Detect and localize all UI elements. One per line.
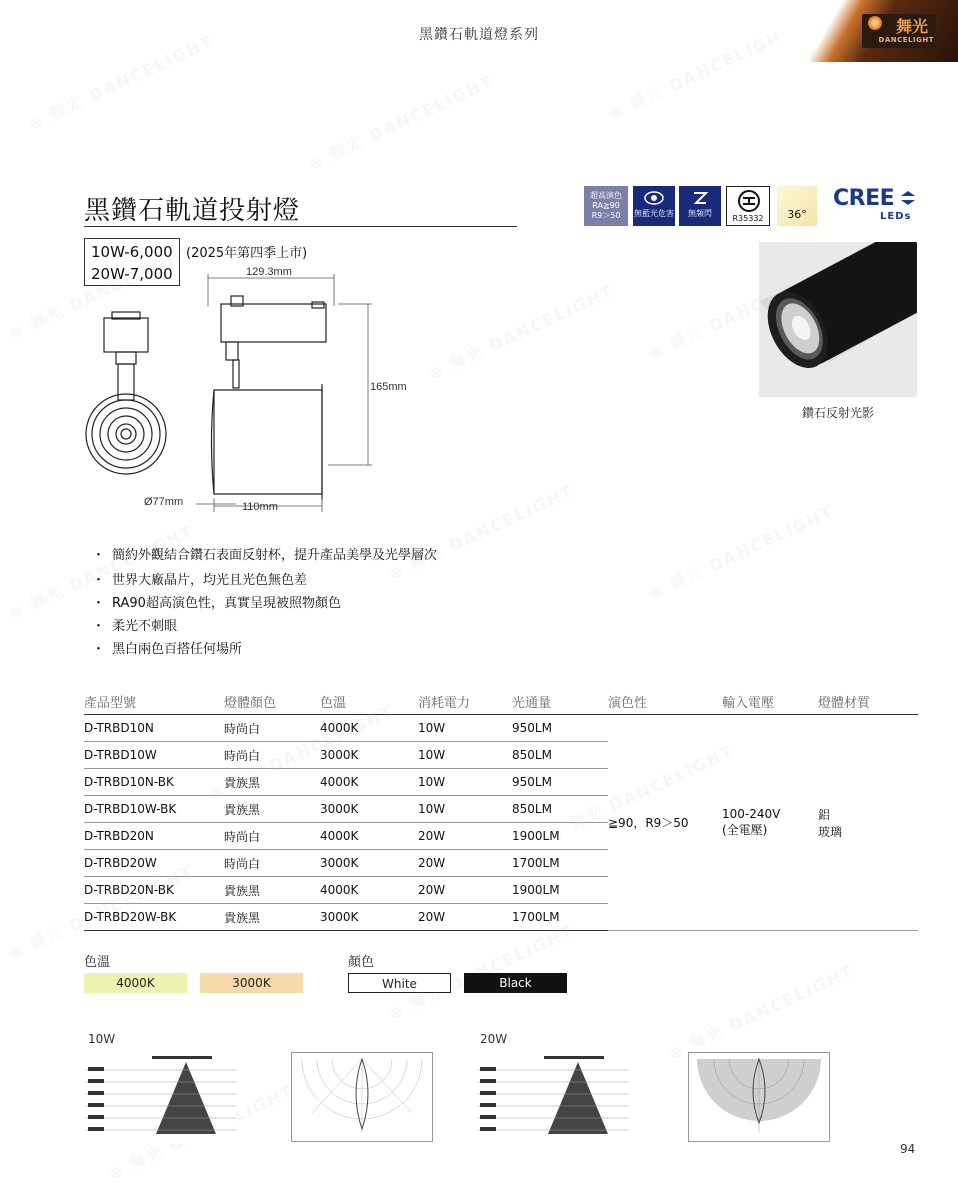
col-header: 燈體材質 [818, 688, 918, 715]
dim-diameter: Ø77mm [144, 496, 184, 508]
bsmi-cert-icon: R35332 [726, 186, 770, 226]
color-cell: 貴族黑 [224, 796, 320, 823]
lumen-cell: 950LM [512, 769, 608, 796]
swatch-white: White [348, 973, 451, 993]
no-blue-light-icon: 無藍光危害 [633, 186, 675, 226]
page-number: 94 [900, 1142, 916, 1156]
product-photo [759, 242, 917, 397]
beam-10w-polar-diagram [291, 1052, 433, 1142]
spotlight-photo-icon [759, 242, 917, 397]
no-flicker-icon: 無頻閃 [679, 186, 721, 226]
swatch-3000k: 3000K [200, 973, 303, 993]
feature-item: ・ 簡約外觀結合鑽石表面反射杯，提升產品美學及光學層次 [92, 548, 438, 563]
beam-20w-cone-diagram [478, 1052, 628, 1144]
feature-item: ・ 柔光不刺眼 [92, 619, 178, 634]
beam-10w-cone-diagram [86, 1052, 236, 1144]
lumen-cell: 1700LM [512, 904, 608, 931]
dimension-drawing [76, 262, 416, 512]
lumen-cell: 1700LM [512, 850, 608, 877]
col-header: 光通量 [512, 688, 608, 715]
lumen-cell: 850LM [512, 742, 608, 769]
model-cell: D-TRBD20N-BK [84, 877, 224, 904]
photo-caption: 鑽石反射光影 [801, 406, 874, 420]
launch-note: (2025年第四季上市) [186, 246, 308, 261]
cree-logo: CREE [833, 186, 895, 211]
power-cell: 10W [418, 715, 512, 742]
beam-20w-label: 20W [480, 1032, 508, 1046]
polar-20w-icon [689, 1053, 829, 1141]
cct-cell: 3000K [320, 796, 418, 823]
eye-icon [644, 190, 664, 206]
beam-10w-label: 10W [88, 1032, 116, 1046]
color-cell: 時尚白 [224, 742, 320, 769]
swatch-black: Black [464, 973, 567, 993]
beam-angle-icon: 36° [777, 186, 817, 226]
model-cell: D-TRBD10W [84, 742, 224, 769]
logo-mark-icon [868, 16, 882, 30]
model-cell: D-TRBD20N [84, 823, 224, 850]
model-cell: D-TRBD10N [84, 715, 224, 742]
color-cell: 貴族黑 [224, 769, 320, 796]
cri-cell: ≧90，R9＞50 [608, 715, 722, 931]
model-cell: D-TRBD20W-BK [84, 904, 224, 931]
logo-cn: 舞光 [895, 17, 928, 36]
table-header-row [84, 688, 918, 715]
col-header: 演色性 [608, 688, 722, 715]
product-title: 黑鑽石軌道投射燈 [84, 196, 301, 226]
model-cell: D-TRBD10W-BK [84, 796, 224, 823]
power-cell: 10W [418, 769, 512, 796]
color-cell: 貴族黑 [224, 877, 320, 904]
cct-cell: 3000K [320, 850, 418, 877]
cct-cell: 3000K [320, 904, 418, 931]
lumen-cell: 1900LM [512, 877, 608, 904]
feature-item: ・ 黑白兩色百搭任何場所 [92, 642, 243, 657]
bsmi-mark-icon [737, 189, 761, 213]
cri-cert-icon: 超高演色 RA≧90 R9＞50 [584, 186, 628, 226]
power-cell: 20W [418, 823, 512, 850]
wattage-line: 20W-7,000 [91, 265, 173, 283]
lumen-cell: 1900LM [512, 823, 608, 850]
beam-20w-polar-diagram [688, 1052, 830, 1142]
table-row [84, 715, 918, 742]
dim-height: 165mm [370, 381, 407, 393]
color-cell: 時尚白 [224, 823, 320, 850]
spec-table [84, 688, 918, 931]
col-header: 燈體顏色 [224, 688, 320, 715]
material-cell: 鋁 玻璃 [818, 715, 918, 931]
title-divider [84, 226, 517, 227]
feature-item: ・ RA90超高演色性，真實呈現被照物顏色 [92, 596, 341, 611]
dim-width-top: 129.3mm [246, 266, 292, 278]
lumen-cell: 950LM [512, 715, 608, 742]
color-cell: 貴族黑 [224, 904, 320, 931]
series-title: 黑鑽石軌道燈系列 [419, 27, 539, 43]
color-cell: 時尚白 [224, 850, 320, 877]
col-header: 輸入電壓 [722, 688, 818, 715]
model-cell: D-TRBD20W [84, 850, 224, 877]
model-cell: D-TRBD10N-BK [84, 769, 224, 796]
col-header: 產品型號 [84, 688, 224, 715]
cct-cell: 4000K [320, 823, 418, 850]
cree-leds: LEDs [880, 211, 912, 222]
lumen-cell: 850LM [512, 796, 608, 823]
wattage-line: 10W-6,000 [91, 243, 173, 261]
power-cell: 20W [418, 904, 512, 931]
polar-10w-icon [292, 1053, 432, 1141]
flicker-icon [691, 190, 709, 206]
logo-en: DANCELIGHT [878, 36, 934, 44]
cct-cell: 4000K [320, 769, 418, 796]
color-cell: 時尚白 [224, 715, 320, 742]
dim-body-length: 110mm [242, 501, 278, 512]
power-cell: 20W [418, 877, 512, 904]
cct-cell: 3000K [320, 742, 418, 769]
power-cell: 10W [418, 796, 512, 823]
cree-arrows-icon [899, 190, 917, 206]
cct-cell: 4000K [320, 877, 418, 904]
feature-item: ・ 世界大廠晶片，均光且光色無色差 [92, 573, 308, 588]
col-header: 消耗電力 [418, 688, 512, 715]
voltage-cell: 100-240V (全電壓) [722, 715, 818, 931]
cct-label: 色溫 [84, 955, 111, 970]
power-cell: 20W [418, 850, 512, 877]
col-header: 色溫 [320, 688, 418, 715]
power-cell: 10W [418, 742, 512, 769]
color-label: 顏色 [348, 955, 375, 970]
cct-cell: 4000K [320, 715, 418, 742]
swatch-4000k: 4000K [84, 973, 187, 993]
